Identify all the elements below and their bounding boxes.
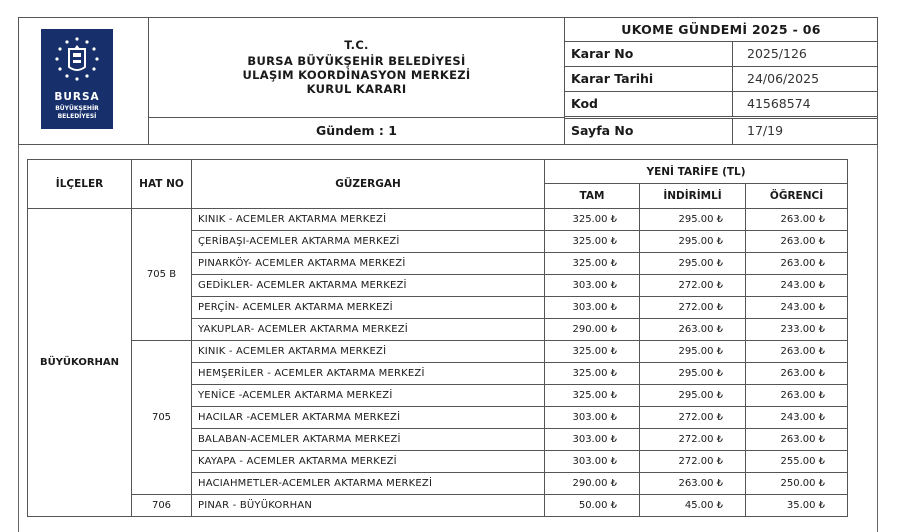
meta-row-karar-no	[565, 42, 877, 67]
price-discount-cell: 272.00 ₺	[640, 451, 746, 473]
price-student-cell: 243.00 ₺	[746, 275, 848, 297]
meta-row-sayfa-no	[565, 118, 877, 144]
price-discount-cell: 295.00 ₺	[640, 341, 746, 363]
price-student-cell: 263.00 ₺	[746, 253, 848, 275]
agenda-cell	[149, 118, 565, 144]
price-discount-cell: 295.00 ₺	[640, 209, 746, 231]
col-header-guzergah: GÜZERGAH	[192, 160, 545, 209]
price-student-cell: 263.00 ₺	[746, 363, 848, 385]
price-student-cell: 263.00 ₺	[746, 209, 848, 231]
district-cell: BÜYÜKORHAN	[28, 209, 132, 517]
price-discount-cell: 295.00 ₺	[640, 231, 746, 253]
meta-row-kod	[565, 92, 877, 117]
title-line: T.C.	[344, 38, 369, 52]
route-cell: YENİCE -ACEMLER AKTARMA MERKEZİ	[192, 385, 545, 407]
route-cell: YAKUPLAR- ACEMLER AKTARMA MERKEZİ	[192, 319, 545, 341]
price-discount-cell: 263.00 ₺	[640, 473, 746, 495]
municipality-emblem-icon	[53, 35, 101, 83]
route-cell: KINIK - ACEMLER AKTARMA MERKEZİ	[192, 209, 545, 231]
table-row	[28, 209, 848, 231]
route-cell: PERÇİN- ACEMLER AKTARMA MERKEZİ	[192, 297, 545, 319]
price-student-cell: 250.00 ₺	[746, 473, 848, 495]
table-header-row	[28, 160, 848, 184]
price-full-cell: 303.00 ₺	[545, 297, 640, 319]
price-discount-cell: 272.00 ₺	[640, 429, 746, 451]
route-cell: KAYAPA - ACEMLER AKTARMA MERKEZİ	[192, 451, 545, 473]
decision-title-cell	[149, 18, 565, 118]
route-cell: PINAR - BÜYÜKORHAN	[192, 495, 545, 517]
price-full-cell: 290.00 ₺	[545, 319, 640, 341]
route-cell: GEDİKLER- ACEMLER AKTARMA MERKEZİ	[192, 275, 545, 297]
route-cell: PINARKÖY- ACEMLER AKTARMA MERKEZİ	[192, 253, 545, 275]
logo-subtext-line: BÜYÜKŞEHİR	[55, 105, 99, 112]
price-discount-cell: 295.00 ₺	[640, 363, 746, 385]
route-cell: HACIAHMETLER-ACEMLER AKTARMA MERKEZİ	[192, 473, 545, 495]
price-full-cell: 325.00 ₺	[545, 231, 640, 253]
document-header	[18, 17, 878, 145]
price-discount-cell: 45.00 ₺	[640, 495, 746, 517]
ukome-title-cell	[565, 18, 877, 42]
route-cell: HEMŞERİLER - ACEMLER AKTARMA MERKEZİ	[192, 363, 545, 385]
price-student-cell: 263.00 ₺	[746, 341, 848, 363]
price-student-cell: 243.00 ₺	[746, 407, 848, 429]
price-discount-cell: 295.00 ₺	[640, 253, 746, 275]
price-full-cell: 303.00 ₺	[545, 407, 640, 429]
price-student-cell: 255.00 ₺	[746, 451, 848, 473]
table-body	[28, 209, 848, 517]
col-header-tam: TAM	[545, 184, 640, 209]
route-cell: HACILAR -ACEMLER AKTARMA MERKEZİ	[192, 407, 545, 429]
meta-value: 2025/126	[747, 46, 807, 61]
price-discount-cell: 272.00 ₺	[640, 275, 746, 297]
line-number-cell: 705 B	[132, 209, 192, 341]
price-full-cell: 50.00 ₺	[545, 495, 640, 517]
price-full-cell: 325.00 ₺	[545, 253, 640, 275]
price-full-cell: 325.00 ₺	[545, 385, 640, 407]
meta-value: 24/06/2025	[747, 71, 820, 86]
bursa-logo	[41, 29, 113, 129]
price-student-cell: 263.00 ₺	[746, 429, 848, 451]
line-number-cell: 705	[132, 341, 192, 495]
price-student-cell: 263.00 ₺	[746, 231, 848, 253]
meta-value: 41568574	[747, 96, 811, 111]
title-line: KURUL KARARI	[306, 82, 407, 96]
agenda-number: Gündem : 1	[316, 123, 397, 138]
price-discount-cell: 295.00 ₺	[640, 385, 746, 407]
price-student-cell: 243.00 ₺	[746, 297, 848, 319]
col-header-indirimli: İNDİRİMLİ	[640, 184, 746, 209]
logo-cell	[19, 18, 149, 144]
route-cell: BALABAN-ACEMLER AKTARMA MERKEZİ	[192, 429, 545, 451]
logo-wordmark: BURSA	[54, 91, 100, 103]
meta-label: Karar Tarihi	[565, 67, 733, 91]
price-full-cell: 290.00 ₺	[545, 473, 640, 495]
price-full-cell: 325.00 ₺	[545, 363, 640, 385]
meta-label: Karar No	[565, 42, 733, 66]
price-full-cell: 303.00 ₺	[545, 451, 640, 473]
line-number-cell: 706	[132, 495, 192, 517]
route-cell: KINIK - ACEMLER AKTARMA MERKEZİ	[192, 341, 545, 363]
price-student-cell: 35.00 ₺	[746, 495, 848, 517]
price-full-cell: 325.00 ₺	[545, 209, 640, 231]
meta-label: Kod	[565, 92, 733, 116]
price-discount-cell: 272.00 ₺	[640, 297, 746, 319]
table-row	[28, 495, 848, 517]
meta-row-karar-tarihi	[565, 67, 877, 92]
price-student-cell: 263.00 ₺	[746, 385, 848, 407]
price-discount-cell: 263.00 ₺	[640, 319, 746, 341]
title-line: ULAŞIM KOORDİNASYON MERKEZİ	[242, 68, 471, 82]
logo-subtext-line: BELEDİYESİ	[57, 113, 97, 120]
price-student-cell: 233.00 ₺	[746, 319, 848, 341]
col-header-hat-no: HAT NO	[132, 160, 192, 209]
meta-value: 17/19	[747, 123, 784, 138]
tariff-table	[27, 159, 848, 517]
title-line: BURSA BÜYÜKŞEHİR BELEDİYESİ	[247, 54, 466, 68]
price-discount-cell: 272.00 ₺	[640, 407, 746, 429]
route-cell: ÇERİBAŞI-ACEMLER AKTARMA MERKEZİ	[192, 231, 545, 253]
meta-label: Sayfa No	[565, 119, 733, 144]
col-header-yeni-tarife: YENİ TARİFE (TL)	[545, 160, 848, 184]
logo-subtext	[41, 105, 113, 121]
price-full-cell: 303.00 ₺	[545, 429, 640, 451]
price-full-cell: 325.00 ₺	[545, 341, 640, 363]
col-header-ogrenci: ÖĞRENCİ	[746, 184, 848, 209]
col-header-ilceler: İLÇELER	[28, 160, 132, 209]
table-row	[28, 341, 848, 363]
ukome-title: UKOME GÜNDEMİ 2025 - 06	[621, 22, 821, 37]
price-full-cell: 303.00 ₺	[545, 275, 640, 297]
